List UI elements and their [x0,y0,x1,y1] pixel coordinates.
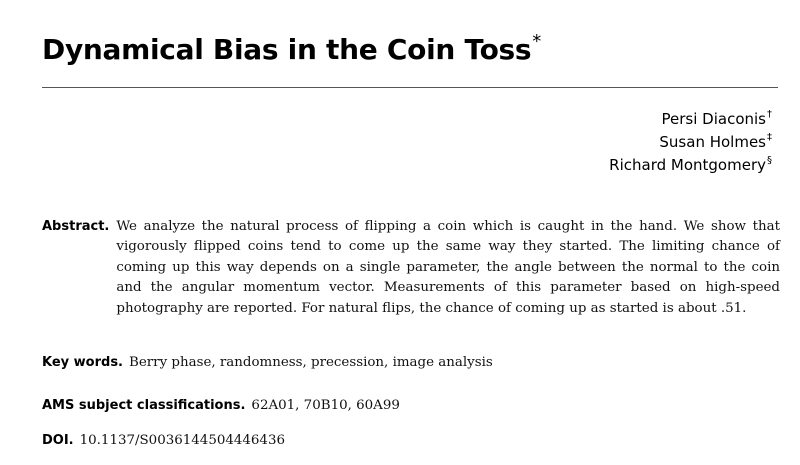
author-1 [609,108,772,131]
author-3 [609,154,772,177]
ams-classifications-line [42,396,400,416]
doi-text: 10.1137/S0036144504446436 [79,433,285,448]
author-name: Richard Montgomery [609,156,766,174]
author-2 [609,131,772,154]
doi-line [42,431,285,451]
paper-title-text: Dynamical Bias in the Coin Toss [42,33,532,66]
ams-label: AMS subject classifications. [42,398,246,413]
title-rule [42,87,778,88]
author-footnote-mark: ‡ [767,132,772,143]
ams-text: 62A01, 70B10, 60A99 [251,398,400,413]
paper-title [42,30,541,70]
author-name: Persi Diaconis [661,110,766,128]
author-footnote-mark: § [767,155,772,166]
abstract-section [42,217,780,319]
author-list [609,108,772,177]
doi-label: DOI. [42,433,74,448]
abstract-text: We analyze the natural process of flipping a coin which is caught in the hand. We show that vigorously flipped coins tend to come up the same way they started. The limiting chance of coming up this way depends on a single parameter, the angle between the normal to the coin and the angular momentum vector. Measurements of this parameter based on high-speed photography are reported. For natural flips, the chance of coming up as started is about .51. [116,219,780,316]
author-name: Susan Holmes [659,133,766,151]
abstract-label: Abstract. [42,219,110,234]
keywords-label: Key words. [42,355,123,370]
keywords-text: Berry phase, randomness, precession, image analysis [129,355,493,370]
title-footnote-mark: * [532,31,541,52]
keywords-line [42,353,493,373]
author-footnote-mark: † [767,109,772,120]
